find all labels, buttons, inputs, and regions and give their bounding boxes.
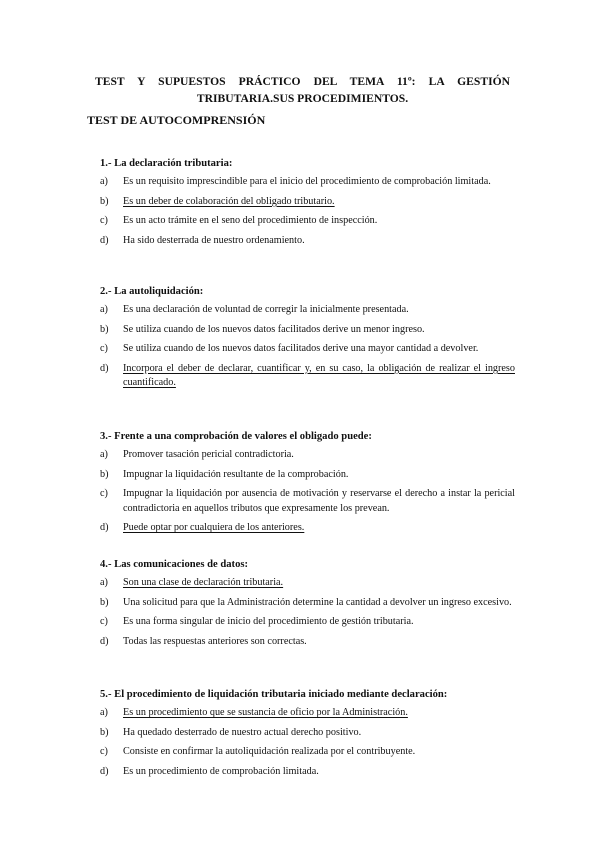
option-text: Impugnar la liquidación por ausencia de motivación y reservarse el derecho a instar la pericial contradictoria en aquellos tributos que expresamente los prevean. [123, 488, 515, 514]
option-b [100, 468, 520, 483]
option-text: Incorpora el deber de declarar, cuantificar y, en su caso, la obligación de realizar el ingreso cuantificado. [123, 362, 515, 388]
question-heading: 4.- Las comunicaciones de datos: [100, 559, 249, 570]
option-b [100, 596, 520, 611]
option-letter: a) [100, 176, 108, 187]
option-text: Impugnar la liquidación resultante de la comprobación. [123, 468, 349, 480]
option-d-correct [100, 362, 520, 391]
option-text: Es un acto trámite en el seno del procedimiento de inspección. [123, 215, 378, 226]
option-c [100, 615, 520, 630]
option-a [100, 175, 520, 190]
option-letter: b) [100, 596, 109, 608]
section-subtitle: TEST DE AUTOCOMPRENSIÓN [87, 113, 266, 127]
option-letter: c) [100, 488, 108, 499]
option-letter: b) [100, 468, 109, 480]
option-letter: a) [100, 707, 108, 718]
option-c [100, 342, 520, 357]
option-letter: d) [100, 635, 109, 647]
question-heading: 5.- El procedimiento de liquidación tributaria iniciado mediante declaración: [100, 689, 448, 700]
option-text: Puede optar por cualquiera de los anteriores. [123, 522, 305, 533]
option-letter: b) [100, 195, 109, 207]
option-letter: a) [100, 449, 108, 460]
option-text: Es un requisito imprescindible para el inicio del procedimiento de comprobación limitada. [123, 176, 491, 187]
option-d-correct [100, 521, 520, 536]
question-heading: 3.- Frente a una comprobación de valores el obligado puede: [100, 431, 372, 442]
option-letter: c) [100, 746, 108, 757]
option-text: Todas las respuestas anteriores son correctas. [123, 635, 307, 647]
option-text: Una solicitud para que la Administración determine la cantidad a devolver un ingreso excesivo. [123, 596, 512, 608]
option-letter: d) [100, 765, 109, 777]
option-text: Ha quedado desterrado de nuestro actual derecho positivo. [123, 726, 362, 738]
option-letter: d) [100, 522, 109, 533]
option-text: Ha sido desterrada de nuestro ordenamiento. [123, 234, 305, 246]
option-letter: b) [100, 726, 109, 738]
option-a [100, 448, 520, 463]
option-letter: c) [100, 215, 108, 226]
option-c [100, 745, 520, 760]
option-letter: d) [100, 362, 109, 374]
option-a-correct [100, 706, 520, 721]
option-text: Es un procedimiento que se sustancia de oficio por la Administración. [123, 707, 408, 718]
option-d [100, 765, 520, 780]
question-3 [100, 430, 520, 541]
question-heading: 1.- La declaración tributaria: [100, 158, 233, 169]
option-c [100, 214, 520, 229]
document-title: TEST Y SUPUESTOS PRÁCTICO DEL TEMA 11º: LA GESTIÓN TRIBUTARIA.SUS PROCEDIMIENTOS. [95, 75, 510, 105]
option-text: Promover tasación pericial contradictoria. [123, 449, 294, 460]
option-letter: c) [100, 616, 108, 627]
option-text: Se utiliza cuando de los nuevos datos facilitados derive un menor ingreso. [123, 323, 425, 335]
option-text: Es un procedimiento de comprobación limitada. [123, 765, 319, 777]
option-text: Son una clase de declaración tributaria. [123, 577, 284, 588]
option-b [100, 323, 520, 338]
option-b [100, 726, 520, 741]
option-c [100, 487, 520, 516]
question-1 [100, 157, 520, 253]
option-d [100, 234, 520, 249]
option-letter: a) [100, 577, 108, 588]
option-text: Consiste en confirmar la autoliquidación realizada por el contribuyente. [123, 746, 416, 757]
option-letter: c) [100, 343, 108, 354]
question-5 [100, 688, 520, 784]
question-4 [100, 558, 520, 654]
option-a [100, 303, 520, 318]
question-heading: 2.- La autoliquidación: [100, 286, 204, 297]
option-letter: a) [100, 304, 108, 315]
option-letter: b) [100, 323, 109, 335]
question-2 [100, 285, 520, 396]
option-text: Es un deber de colaboración del obligado tributario. [123, 195, 335, 207]
option-b-correct [100, 195, 520, 210]
option-letter: d) [100, 234, 109, 246]
option-text: Es una declaración de voluntad de corregir la inicialmente presentada. [123, 304, 409, 315]
option-text: Se utiliza cuando de los nuevos datos facilitados derive una mayor cantidad a devolver. [123, 343, 479, 354]
option-a-correct [100, 576, 520, 591]
option-d [100, 635, 520, 650]
option-text: Es una forma singular de inicio del procedimiento de gestión tributaria. [123, 616, 414, 627]
